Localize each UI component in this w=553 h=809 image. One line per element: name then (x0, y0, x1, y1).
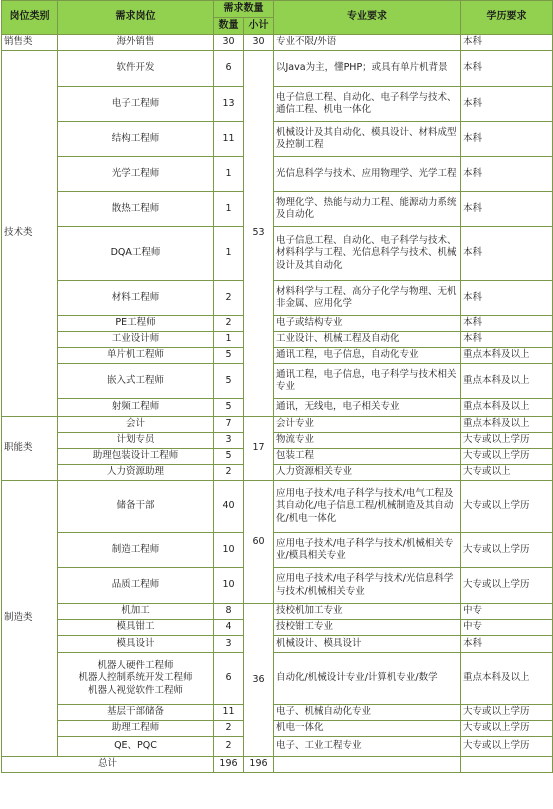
table-body (2, 35, 553, 773)
major-cell: 人力资源相关专业 (274, 465, 461, 481)
major-cell: 材料科学与工程、高分子化学与物理、无机非金属、应用化学 (274, 281, 461, 316)
category-cell: 职能类 (2, 417, 58, 481)
education-cell: 大专或以上学历 (461, 737, 553, 757)
total-label: 总计 (2, 757, 214, 773)
position-cell: 助理工程师 (58, 721, 214, 737)
education-cell: 大专或以上学历 (461, 433, 553, 449)
header-demand: 需求数量 (214, 1, 274, 18)
major-cell: 技校机加工专业 (274, 604, 461, 620)
count-cell: 1 (214, 332, 244, 348)
count-cell: 4 (214, 620, 244, 636)
table-row (2, 604, 553, 620)
education-cell: 大专或以上 (461, 465, 553, 481)
count-cell: 2 (214, 281, 244, 316)
header-major: 专业要求 (274, 1, 461, 35)
position-cell: 模具设计 (58, 636, 214, 653)
count-cell: 2 (214, 721, 244, 737)
education-cell: 本科 (461, 122, 553, 157)
major-cell: 通讯工程，电子信息，自动化专业 (274, 348, 461, 364)
table-row (2, 417, 553, 433)
position-cell: 软件开发 (58, 51, 214, 87)
count-cell: 8 (214, 604, 244, 620)
table-row (2, 533, 553, 568)
count-cell: 2 (214, 737, 244, 757)
count-cell: 5 (214, 348, 244, 364)
position-cell: 结构工程师 (58, 122, 214, 157)
position-cell: 人力资源助理 (58, 465, 214, 481)
count-cell: 6 (214, 51, 244, 87)
education-cell: 本科 (461, 35, 553, 51)
count-cell: 11 (214, 122, 244, 157)
position-cell: 会计 (58, 417, 214, 433)
position-cell: 材料工程师 (58, 281, 214, 316)
count-cell: 5 (214, 449, 244, 465)
table-row (2, 705, 553, 721)
major-cell: 通讯工程，电子信息，电子科学与技术相关专业 (274, 364, 461, 399)
position-cell: 散热工程师 (58, 192, 214, 227)
position-cell: 电子工程师 (58, 87, 214, 122)
major-cell: 技校钳工专业 (274, 620, 461, 636)
major-cell: 应用电子技术/电子科学与技术/光信息科学与技术/机械相关专业 (274, 568, 461, 604)
category-cell: 销售类 (2, 35, 58, 51)
table-row (2, 332, 553, 348)
count-cell: 5 (214, 399, 244, 417)
education-cell: 本科 (461, 157, 553, 192)
table-row (2, 227, 553, 281)
major-cell: 工业设计、机械工程及自动化 (274, 332, 461, 348)
major-cell: 专业不限/外语 (274, 35, 461, 51)
count-cell: 1 (214, 157, 244, 192)
education-cell: 重点本科及以上 (461, 417, 553, 433)
table-row (2, 465, 553, 481)
table-row (2, 192, 553, 227)
count-cell: 1 (214, 227, 244, 281)
count-cell: 5 (214, 364, 244, 399)
total-subtotal: 196 (244, 757, 274, 773)
position-cell: 助理包装设计工程师 (58, 449, 214, 465)
total-row (2, 757, 553, 773)
count-cell: 3 (214, 433, 244, 449)
position-cell (58, 653, 214, 705)
table-row (2, 157, 553, 192)
table-row (2, 122, 553, 157)
position-cell: 品质工程师 (58, 568, 214, 604)
count-cell: 30 (214, 35, 244, 51)
recruitment-table (1, 0, 553, 773)
major-cell: 机电一体化 (274, 721, 461, 737)
count-cell: 7 (214, 417, 244, 433)
education-cell: 大专或以上学历 (461, 705, 553, 721)
major-cell: 电子、机械自动化专业 (274, 705, 461, 721)
header-subtotal: 小计 (244, 18, 274, 35)
major-cell: 电子信息工程、自动化、电子科学与技术、通信工程、机电一体化 (274, 87, 461, 122)
subtotal-cell: 17 (244, 417, 274, 481)
table-row (2, 433, 553, 449)
education-cell: 大专或以上学历 (461, 721, 553, 737)
position-cell: 计划专员 (58, 433, 214, 449)
major-cell: 电子信息工程、自动化、电子科学与技术、材料科学与工程、光信息科学与技术、机械设计及其自动化 (274, 227, 461, 281)
table-row (2, 636, 553, 653)
major-cell: 会计专业 (274, 417, 461, 433)
education-cell: 本科 (461, 51, 553, 87)
major-cell: 机械设计及其自动化、模具设计、材料成型及控制工程 (274, 122, 461, 157)
position-cell: 海外销售 (58, 35, 214, 51)
position-cell: 嵌入式工程师 (58, 364, 214, 399)
header-category: 岗位类别 (2, 1, 58, 35)
table-row (2, 51, 553, 87)
major-cell: 电子、工业工程专业 (274, 737, 461, 757)
subtotal-cell: 30 (244, 35, 274, 51)
total-count: 196 (214, 757, 244, 773)
major-cell: 应用电子技术/电子科学与技术/机械相关专业/模具相关专业 (274, 533, 461, 568)
education-cell: 重点本科及以上 (461, 399, 553, 417)
header-position: 需求岗位 (58, 1, 214, 35)
table-row (2, 35, 553, 51)
education-cell: 重点本科及以上 (461, 364, 553, 399)
empty-cell (274, 757, 461, 773)
education-cell: 大专或以上学历 (461, 533, 553, 568)
position-cell: 光学工程师 (58, 157, 214, 192)
major-cell: 物流专业 (274, 433, 461, 449)
table-row (2, 568, 553, 604)
count-cell: 2 (214, 465, 244, 481)
position-cell: 基层干部储备 (58, 705, 214, 721)
table-row (2, 481, 553, 533)
header-count: 数量 (214, 18, 244, 35)
empty-cell (461, 757, 553, 773)
education-cell: 中专 (461, 620, 553, 636)
education-cell: 大专或以上学历 (461, 568, 553, 604)
count-cell: 11 (214, 705, 244, 721)
position-cell: 制造工程师 (58, 533, 214, 568)
count-cell: 10 (214, 568, 244, 604)
education-cell: 本科 (461, 316, 553, 332)
table-row (2, 348, 553, 364)
position-cell: QE、PQC (58, 737, 214, 757)
education-cell: 中专 (461, 604, 553, 620)
education-cell: 本科 (461, 332, 553, 348)
position-cell: 储备干部 (58, 481, 214, 533)
major-cell: 应用电子技术/电子科学与技术/电气工程及其自动化/电子信息工程/机械制造及其自动化/机电一体化 (274, 481, 461, 533)
position-cell: 模具钳工 (58, 620, 214, 636)
subtotal-cell: 36 (244, 604, 274, 757)
position-cell: 射频工程师 (58, 399, 214, 417)
position-line: 机器人控制系统开发工程师 (78, 672, 193, 684)
count-cell: 6 (214, 653, 244, 705)
table-row (2, 653, 553, 705)
education-cell: 本科 (461, 192, 553, 227)
major-cell: 以Java为主，懂PHP；或具有单片机背景 (274, 51, 461, 87)
education-cell: 本科 (461, 636, 553, 653)
table-row (2, 737, 553, 757)
header-education: 学历要求 (461, 1, 553, 35)
category-cell: 技术类 (2, 51, 58, 417)
table-row (2, 316, 553, 332)
education-cell: 本科 (461, 281, 553, 316)
position-cell: PE工程师 (58, 316, 214, 332)
table-row (2, 620, 553, 636)
count-cell: 2 (214, 316, 244, 332)
position-cell: 单片机工程师 (58, 348, 214, 364)
major-cell: 光信息科学与技术、应用物理学、光学工程 (274, 157, 461, 192)
major-cell: 通讯，无线电，电子相关专业 (274, 399, 461, 417)
count-cell: 40 (214, 481, 244, 533)
position-cell: DQA工程师 (58, 227, 214, 281)
position-line: 机器人硬件工程师 (97, 659, 174, 671)
education-cell: 本科 (461, 87, 553, 122)
position-cell: 机加工 (58, 604, 214, 620)
education-cell: 大专或以上学历 (461, 481, 553, 533)
table-row (2, 87, 553, 122)
education-cell: 本科 (461, 227, 553, 281)
major-cell: 包装工程 (274, 449, 461, 465)
major-cell: 机械设计、模具设计 (274, 636, 461, 653)
subtotal-cell: 60 (244, 481, 274, 604)
count-cell: 13 (214, 87, 244, 122)
count-cell: 3 (214, 636, 244, 653)
table-row (2, 721, 553, 737)
table-row (2, 281, 553, 316)
education-cell: 重点本科及以上 (461, 348, 553, 364)
major-cell: 物理化学、热能与动力工程、能源动力系统及自动化 (274, 192, 461, 227)
subtotal-cell: 53 (244, 51, 274, 417)
position-line: 机器人视觉软件工程师 (87, 684, 183, 696)
major-cell: 电子或结构专业 (274, 316, 461, 332)
table-row (2, 399, 553, 417)
table-row (2, 449, 553, 465)
education-cell: 大专或以上学历 (461, 449, 553, 465)
major-cell: 自动化/机械设计专业/计算机专业/数学 (274, 653, 461, 705)
table-row (2, 364, 553, 399)
position-cell: 工业设计师 (58, 332, 214, 348)
category-cell: 制造类 (2, 481, 58, 757)
count-cell: 10 (214, 533, 244, 568)
count-cell: 1 (214, 192, 244, 227)
education-cell: 重点本科及以上 (461, 653, 553, 705)
